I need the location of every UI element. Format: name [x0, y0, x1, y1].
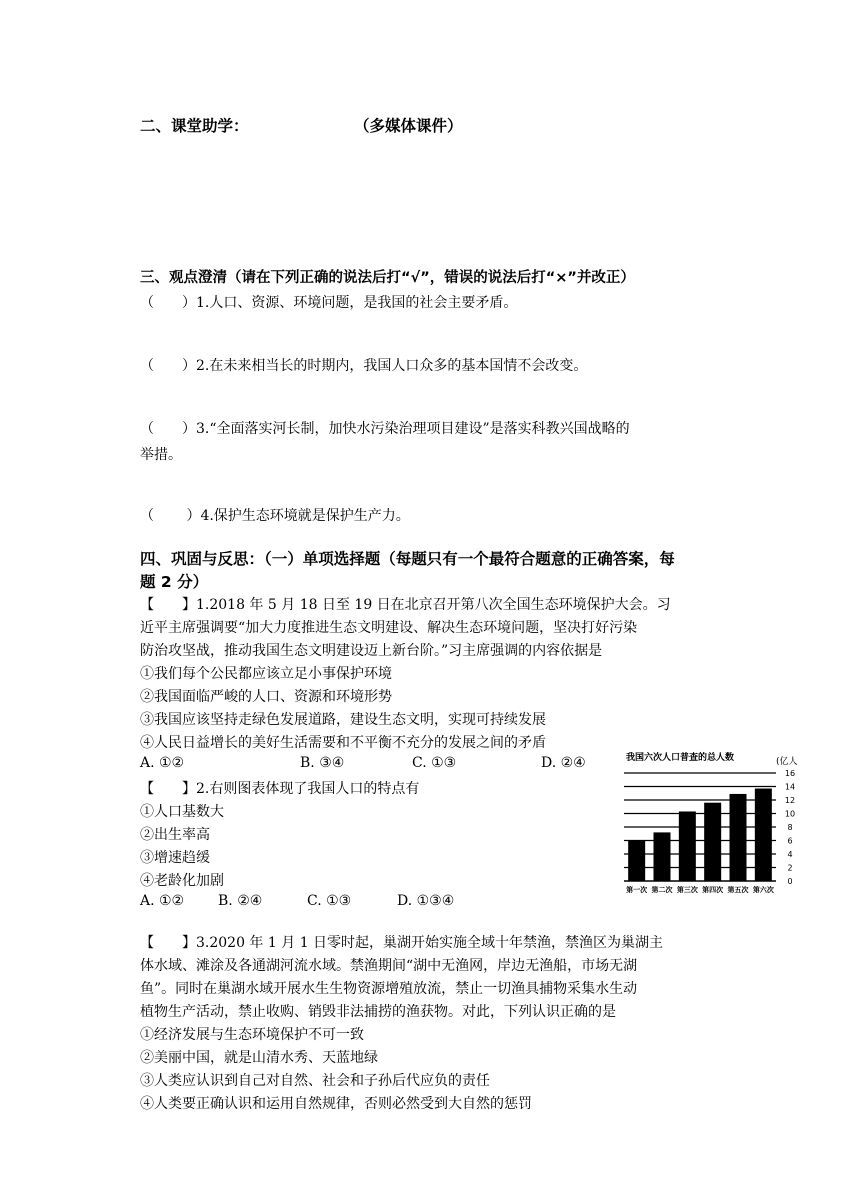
y-tick-label: 6	[787, 836, 793, 846]
bar-2	[654, 832, 671, 881]
section4-title-line2: 题 2 分）	[140, 573, 209, 591]
q2-choice-c[interactable]: C. ①③	[307, 893, 352, 909]
section4-title-line1: 四、巩固与反思：（一）单项选择题（每题只有一个最符合题意的正确答案，每	[140, 550, 675, 568]
q2-option-1: ①人口基数大	[140, 804, 224, 820]
q3-option-3: ③人类应认识到自己对自然、社会和子孙后代应负的责任	[140, 1073, 490, 1089]
section3-title: 三、观点澄清（请在下列正确的说法后打“√”，错误的说法后打“×”并改正）	[140, 270, 635, 286]
statement-text: 4.保护生态环境就是保护生产力。	[200, 508, 410, 524]
bar-6	[755, 789, 772, 881]
section2-title: 二、课堂助学：	[140, 117, 249, 135]
q1-choice-a[interactable]: A. ①②	[140, 755, 185, 771]
q3-option-4: ④人类要正确认识和运用自然规律，否则必然受到大自然的惩罚	[140, 1096, 532, 1112]
q3-line2: 体水域、滩涂及各通湖河流水域。禁渔期间“湖中无渔网，岸边无渔船，市场无湖	[140, 958, 638, 974]
q1-choice-b[interactable]: B. ③④	[300, 755, 345, 771]
chart-title: 我国六次人口普查的总人数	[626, 753, 735, 763]
answer-bracket[interactable]: （ ）	[140, 508, 201, 524]
q2-line1	[140, 778, 419, 798]
statement-1	[140, 292, 517, 312]
q3-option-1: ①经济发展与生态环境保护不可一致	[140, 1027, 364, 1043]
q3-option-2: ②美丽中国，就是山清水秀、天蓝地绿	[140, 1050, 378, 1066]
population-census-chart	[616, 740, 812, 902]
q2-choice-d[interactable]: D. ①③④	[397, 893, 455, 909]
statement-3-continued: 举措。	[140, 447, 182, 463]
chart-y-axis	[785, 769, 795, 886]
q2-option-3: ③增速趋缓	[140, 850, 210, 866]
answer-bracket[interactable]: 【 】	[140, 781, 196, 797]
bar-4	[704, 803, 721, 881]
chart-unit: (亿人	[776, 757, 798, 767]
answer-bracket[interactable]: 【 】	[140, 935, 196, 951]
statement-text: 2.在未来相当长的时期内，我国人口众多的基本国情不会改变。	[196, 358, 588, 374]
q1-option-3: ③我国应该坚持走绿色发展道路，建设生态文明，实现可持续发展	[140, 712, 546, 728]
q3-line3: 鱼”。同时在巢湖水域开展水生生物资源增殖放流，禁止一切渔具捕物采集水生动	[140, 981, 638, 997]
q2-choice-b[interactable]: B. ②④	[218, 893, 263, 909]
q1-choice-c[interactable]: C. ①③	[412, 755, 457, 771]
y-tick-label: 10	[784, 809, 796, 819]
bar-1	[628, 841, 645, 882]
x-tick-label: 第二次	[651, 886, 673, 894]
q1-option-1: ①我们每个公民都应该立足小事保护环境	[140, 666, 392, 682]
y-tick-label: 8	[787, 823, 793, 832]
y-tick-label: 12	[784, 796, 796, 805]
statement-text: 3.“全面落实河长制，加快水污染治理项目建设”是落实科教兴国战略的	[196, 421, 630, 437]
q2-option-4: ④老龄化加剧	[140, 873, 224, 889]
answer-bracket[interactable]: （ ）	[140, 295, 196, 311]
chart-x-axis	[626, 885, 774, 894]
answer-bracket[interactable]: 【 】	[140, 597, 196, 613]
bar-5	[730, 794, 747, 881]
statement-3	[140, 418, 630, 438]
q2-option-2: ②出生率高	[140, 827, 210, 843]
q1-option-2: ②我国面临严峻的人口、资源和环境形势	[140, 689, 392, 705]
q3-line1	[140, 932, 663, 952]
chart-grid	[624, 773, 776, 881]
answer-bracket[interactable]: （ ）	[140, 421, 196, 437]
bar-3	[679, 811, 696, 881]
q3-line4: 植物生产活动，禁止收购、销毁非法捕捞的渔获物。对此，下列认识正确的是	[140, 1004, 616, 1020]
section2-note: （多媒体课件）	[354, 117, 463, 135]
y-tick-label: 2	[787, 863, 793, 873]
y-tick-label: 4	[787, 850, 793, 859]
q1-line2: 近平主席强调要“加大力度推进生态文明建设、解决生态环境问题，坚决打好污染	[140, 620, 638, 636]
x-tick-label: 第一次	[626, 886, 648, 894]
q2-choice-a[interactable]: A. ①②	[140, 893, 185, 909]
q1-line1	[140, 594, 671, 614]
answer-bracket[interactable]: （ ）	[140, 358, 196, 374]
x-tick-label: 第四次	[702, 886, 724, 894]
statement-4	[140, 505, 410, 525]
statement-text: 1.人口、资源、环境问题，是我国的社会主要矛盾。	[196, 295, 518, 311]
y-tick-label: 16	[784, 769, 796, 778]
y-tick-label: 14	[784, 782, 796, 792]
statement-2	[140, 355, 587, 375]
x-tick-label: 第六次	[752, 886, 774, 894]
q1-choice-d[interactable]: D. ②④	[541, 755, 586, 771]
q3-text: 3.2020 年 1 月 1 日零时起，巢湖开始实施全域十年禁渔，禁渔区为巢湖主	[196, 935, 664, 951]
x-tick-label: 第三次	[676, 886, 698, 894]
q2-text: 2.右则图表体现了我国人口的特点有	[196, 781, 420, 797]
q1-line3: 防治攻坚战，推动我国生态文明建设迈上新台阶。”习主席强调的内容依据是	[140, 643, 603, 659]
q1-text: 1.2018 年 5 月 18 日至 19 日在北京召开第八次全国生态环境保护大会。习	[196, 597, 671, 613]
q1-option-4: ④人民日益增长的美好生活需要和不平衡不充分的发展之间的矛盾	[140, 735, 546, 751]
y-tick-label: 0	[787, 877, 793, 886]
x-tick-label: 第五次	[727, 886, 749, 894]
